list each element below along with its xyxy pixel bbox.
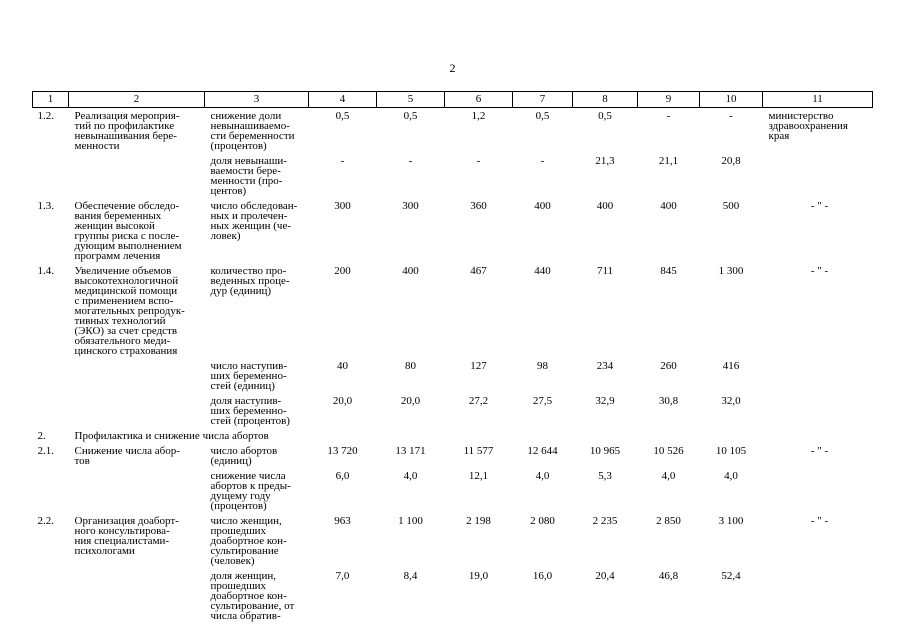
- measure-name-cell: Увеличение объемов высокотехнологичной медицинской помощи с применением вспо- могательных репродук- тивных технологий (ЭКО) за счет средств обязательного меди- цинского страхования: [74, 265, 185, 357]
- value-cell: 0,5: [403, 110, 418, 122]
- header-row: [33, 92, 873, 108]
- value-cell: -: [666, 110, 671, 122]
- value-cell: 10 526: [653, 445, 684, 457]
- value-cell: 6,0: [335, 470, 350, 482]
- value-cell: 234: [596, 360, 614, 372]
- table-row: [33, 393, 873, 428]
- value-cell: 400: [534, 200, 551, 212]
- value-cell: 4,0: [535, 470, 550, 482]
- value-cell: 416: [722, 360, 740, 372]
- value-cell: 4,0: [724, 470, 738, 482]
- value-cell: 4,0: [403, 470, 418, 482]
- value-cell: 300: [334, 200, 351, 212]
- table-row: [33, 263, 873, 358]
- responsible-cell: министерство здравоохранения края: [768, 110, 848, 142]
- value-cell: 12,1: [468, 470, 489, 482]
- column-header-3: 3: [205, 92, 309, 108]
- responsible-cell: [763, 358, 873, 393]
- value-cell: 400: [596, 200, 614, 212]
- value-cell: -: [408, 155, 413, 167]
- value-cell: 20,0: [332, 395, 353, 407]
- value-cell: 300: [402, 200, 419, 212]
- value-cell: 32,0: [721, 395, 741, 407]
- table-row: [33, 358, 873, 393]
- value-cell: 0,5: [535, 110, 550, 122]
- value-cell: 400: [660, 200, 677, 212]
- value-cell: -: [476, 155, 481, 167]
- value-cell: 467: [470, 265, 487, 277]
- table-row: [33, 568, 873, 623]
- value-cell: 260: [660, 360, 677, 372]
- value-cell: 1 300: [718, 265, 744, 277]
- value-cell: 11 577: [463, 445, 494, 457]
- table-row: [33, 513, 873, 568]
- value-cell: -: [729, 110, 733, 122]
- measure-name-cell: [69, 468, 205, 513]
- row-number-cell: [33, 358, 69, 393]
- responsible-cell: [763, 568, 873, 623]
- value-cell: 32,9: [595, 395, 615, 407]
- responsible-cell: [763, 153, 873, 198]
- value-cell: 200: [334, 265, 351, 277]
- value-cell: -: [540, 155, 545, 167]
- column-header-2: 2: [69, 92, 205, 108]
- value-cell: 711: [596, 265, 614, 277]
- column-header-6: 6: [445, 92, 513, 108]
- table-row: [33, 108, 873, 154]
- table-row: [33, 443, 873, 468]
- value-cell: 8,4: [403, 570, 418, 582]
- value-cell: 46,8: [658, 570, 679, 582]
- column-header-11: 11: [763, 92, 873, 108]
- responsible-cell: [763, 468, 873, 513]
- value-cell: 1 100: [398, 515, 423, 527]
- indicator-name-cell: снижение доли невынашиваемо- сти беременности (процентов): [210, 110, 295, 152]
- value-cell: 98: [537, 360, 548, 372]
- value-cell: 500: [722, 200, 740, 212]
- table-body: [33, 108, 873, 624]
- value-cell: 400: [402, 265, 419, 277]
- value-cell: 0,5: [335, 110, 350, 122]
- column-header-4: 4: [309, 92, 377, 108]
- measure-name-cell: [69, 358, 205, 393]
- row-number-cell: [33, 153, 69, 198]
- value-cell: 27,2: [468, 395, 489, 407]
- table-row: [33, 428, 873, 443]
- page-number: 2: [449, 61, 456, 75]
- responsible-cell: - " -: [810, 265, 829, 277]
- row-number-cell: [33, 468, 69, 513]
- indicator-name-cell: число наступив- ших беременно- стей (единиц): [210, 360, 287, 392]
- indicator-name-cell: число абортов (единиц): [210, 445, 278, 467]
- measure-name-cell: Профилактика и снижение числа абортов: [74, 430, 269, 442]
- value-cell: 1,2: [471, 110, 486, 122]
- value-cell: 80: [405, 360, 416, 372]
- value-cell: 10 965: [589, 445, 621, 457]
- value-cell: 13 720: [327, 445, 358, 457]
- value-cell: 13 171: [395, 445, 426, 457]
- measure-name-cell: [69, 568, 205, 623]
- value-cell: 21,3: [595, 155, 615, 167]
- value-cell: 16,0: [532, 570, 553, 582]
- measure-name-cell: Реализация мероприя- тий по профилактике невынашивания бере- менности: [74, 110, 180, 152]
- table-row: [33, 468, 873, 513]
- value-cell: 20,0: [400, 395, 421, 407]
- value-cell: 845: [660, 265, 677, 277]
- value-cell: 20,4: [595, 570, 615, 582]
- row-number-cell: 2.2.: [37, 515, 54, 527]
- value-cell: 40: [337, 360, 348, 372]
- responsible-cell: - " -: [810, 445, 829, 457]
- value-cell: 127: [470, 360, 487, 372]
- value-cell: 27,5: [532, 395, 553, 407]
- measure-name-cell: Обеспечение обследо- вания беременных женщин высокой группы риска с после- дующим выполнением программ лечения: [74, 200, 182, 262]
- value-cell: 4,0: [661, 470, 676, 482]
- value-cell: 2 850: [656, 515, 681, 527]
- row-number-cell: 1.4.: [37, 265, 54, 277]
- table-row: [33, 153, 873, 198]
- column-header-7: 7: [513, 92, 573, 108]
- column-header-8: 8: [573, 92, 638, 108]
- value-cell: 20,8: [721, 155, 741, 167]
- indicator-name-cell: снижение числа абортов к преды- дущему году (процентов): [210, 470, 291, 512]
- column-header-9: 9: [638, 92, 700, 108]
- value-cell: -: [340, 155, 345, 167]
- value-cell: 12 644: [527, 445, 558, 457]
- indicator-name-cell: количество про- веденных проце- дур (единиц): [210, 265, 290, 297]
- indicator-name-cell: доля невынаши- ваемости бере- менности (про- центов): [210, 155, 287, 197]
- value-cell: 52,4: [721, 570, 741, 582]
- row-number-cell: [33, 568, 69, 623]
- measure-name-cell: Организация доаборт- ного консультирова- ния специалистами- психологами: [74, 515, 179, 557]
- value-cell: 0,5: [598, 110, 612, 122]
- row-number-cell: 1.3.: [37, 200, 54, 212]
- measure-name-cell: Снижение числа абор- тов: [74, 445, 180, 467]
- column-header-1: 1: [33, 92, 69, 108]
- value-cell: 3 100: [718, 515, 744, 527]
- column-header-5: 5: [377, 92, 445, 108]
- column-header-10: 10: [700, 92, 763, 108]
- value-cell: 360: [470, 200, 487, 212]
- responsible-cell: [763, 393, 873, 428]
- value-cell: 2 198: [466, 515, 491, 527]
- value-cell: 5,3: [598, 470, 612, 482]
- value-cell: 21,1: [658, 155, 679, 167]
- value-cell: 19,0: [468, 570, 489, 582]
- value-cell: 10 105: [715, 445, 747, 457]
- measure-name-cell: [69, 153, 205, 198]
- row-number-cell: [33, 393, 69, 428]
- table-row: [33, 198, 873, 263]
- row-number-cell: 1.2.: [37, 110, 54, 122]
- responsible-cell: - " -: [810, 200, 829, 212]
- indicator-name-cell: доля женщин, прошедших доабортное кон- сультирование, от числа обратив-: [210, 570, 295, 622]
- value-cell: 440: [534, 265, 551, 277]
- value-cell: 30,8: [658, 395, 679, 407]
- indicator-name-cell: доля наступив- ших беременно- стей (процентов): [210, 395, 290, 427]
- indicator-name-cell: число обследован- ных и пролечен- ных женщин (че- ловек): [210, 200, 298, 242]
- value-cell: 7,0: [335, 570, 350, 582]
- value-cell: 2 080: [530, 515, 555, 527]
- responsible-cell: - " -: [810, 515, 829, 527]
- indicator-name-cell: число женщин, прошедших доабортное кон- сультирование (человек): [210, 515, 287, 567]
- value-cell: 2 235: [592, 515, 618, 527]
- program-indicators-table: [32, 91, 873, 623]
- row-number-cell: 2.: [37, 430, 46, 442]
- row-number-cell: 2.1.: [37, 445, 54, 457]
- value-cell: 963: [334, 515, 351, 527]
- measure-name-cell: [69, 393, 205, 428]
